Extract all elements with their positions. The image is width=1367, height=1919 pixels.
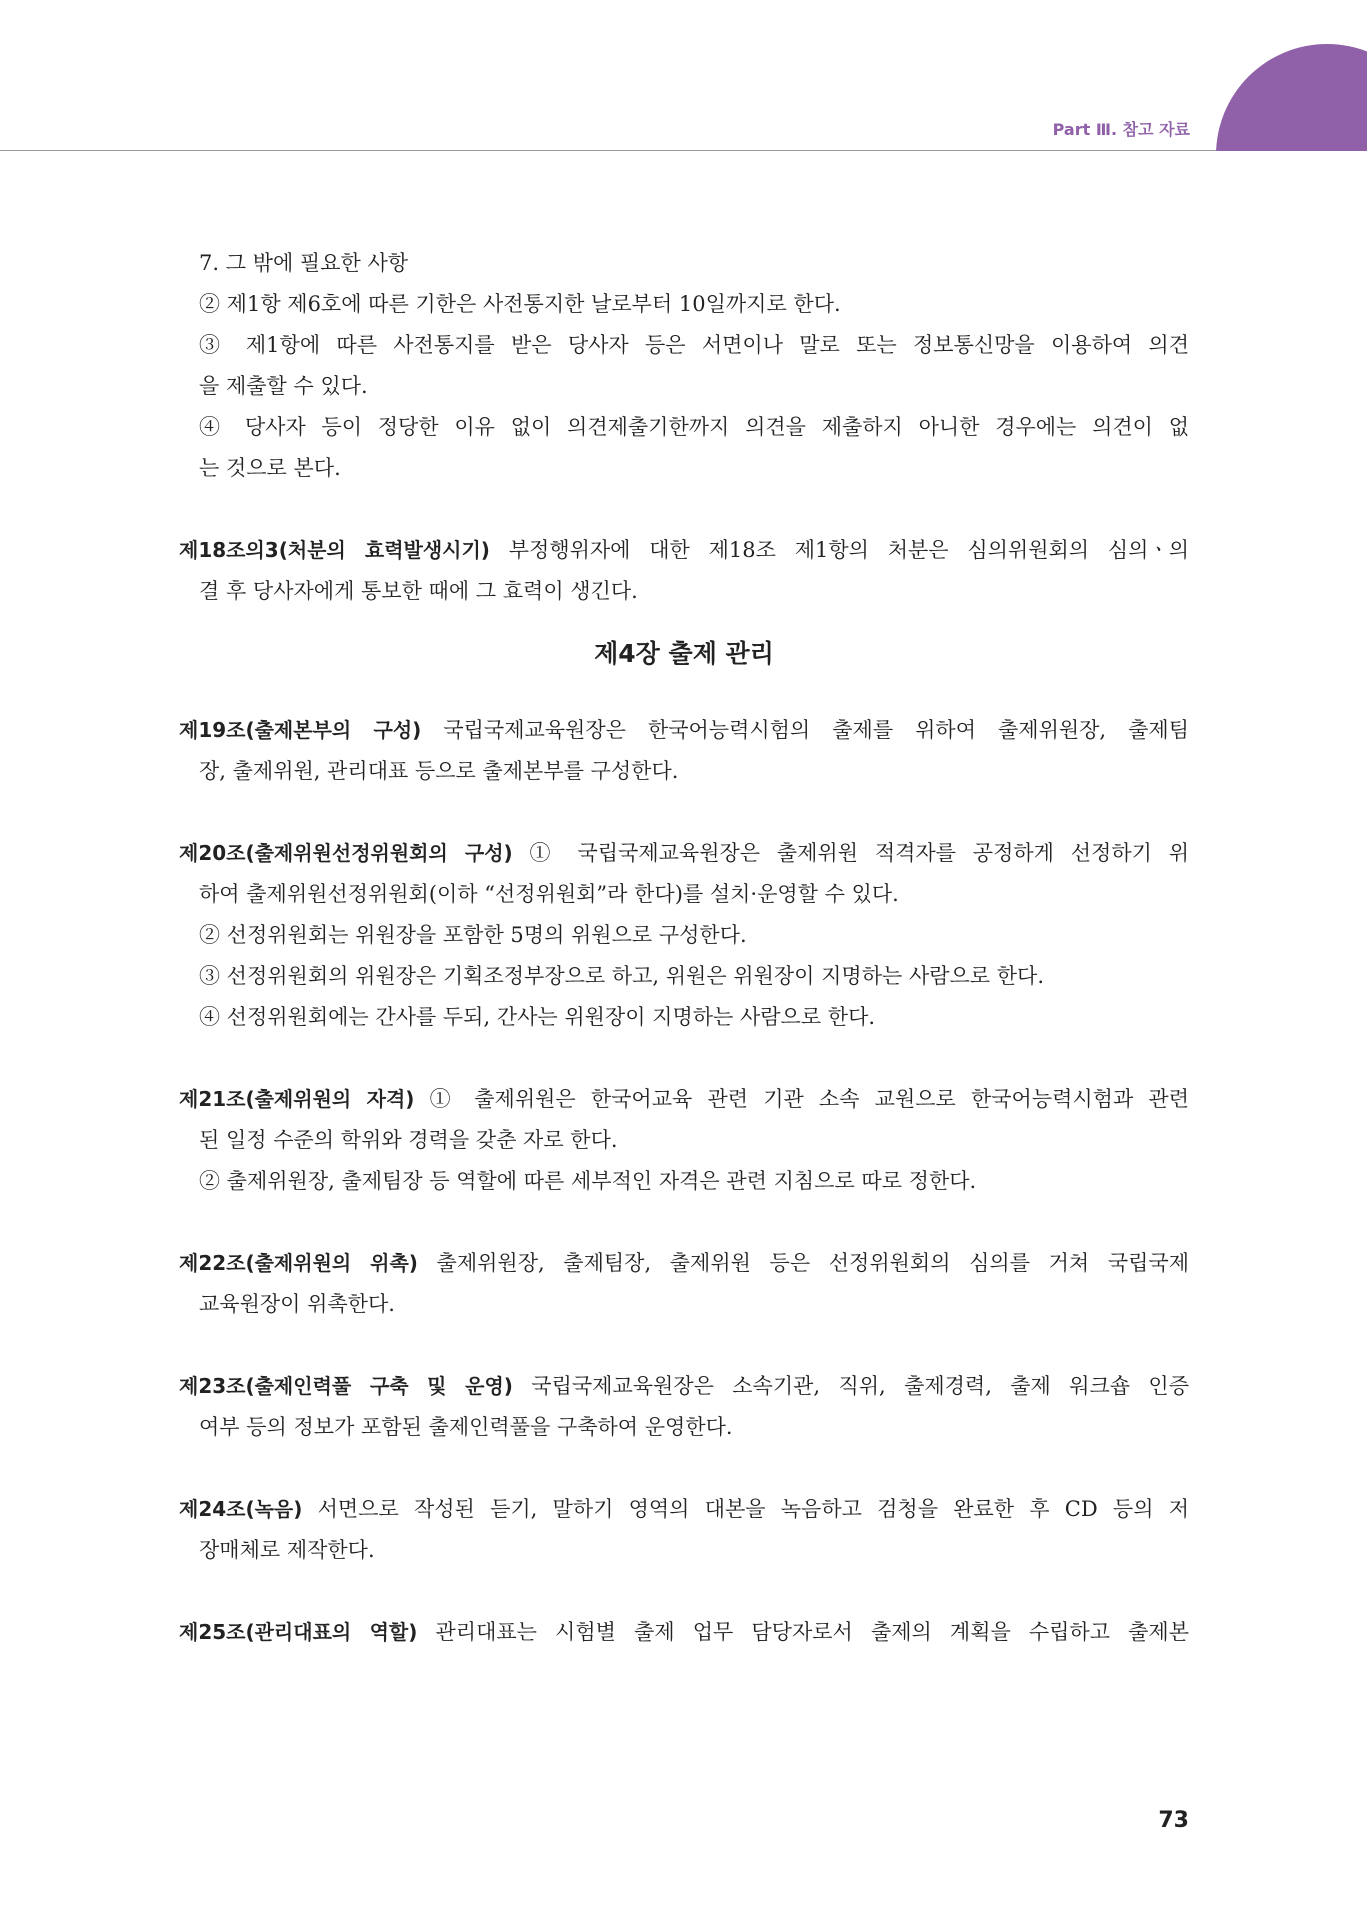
article-25 — [179, 1612, 1189, 1653]
article-text: 서면으로 작성된 듣기, 말하기 영역의 대본을 녹음하고 검청을 완료한 후 CD 등의 저 — [302, 1497, 1189, 1521]
article-20-para-2: ② 선정위원회는 위원장을 포함한 5명의 위원으로 구성한다. — [199, 923, 747, 947]
article-18-3 — [179, 530, 1189, 571]
spacer — [179, 1448, 1189, 1489]
article-text: 부정행위자에 대한 제18조 제1항의 처분은 심의위원회의 심의ㆍ의 — [489, 538, 1189, 562]
spacer — [179, 489, 1189, 530]
article-label: 제24조(녹음) — [179, 1497, 303, 1521]
spacer — [179, 1038, 1189, 1079]
article-20-para-3: ③ 선정위원회의 위원장은 기획조정부장으로 하고, 위원은 위원장이 지명하는 사람으로 한다. — [199, 964, 1045, 988]
article-19 — [179, 710, 1189, 751]
spacer — [179, 1571, 1189, 1612]
article-label: 제25조(관리대표의 역할) — [179, 1620, 418, 1644]
article-label: 제19조(출제본부의 구성) — [179, 718, 422, 742]
article-20-para-4: ④ 선정위원회에는 간사를 두되, 간사는 위원장이 지명하는 사람으로 한다. — [199, 1005, 876, 1029]
article-20-cont: 하여 출제위원선정위원회(이하 “선정위원회”라 한다)를 설치·운영할 수 있다. — [199, 882, 899, 906]
article-19-cont: 장, 출제위원, 관리대표 등으로 출제본부를 구성한다. — [199, 759, 679, 783]
paragraph-3: ③ 제1항에 따른 사전통지를 받은 당사자 등은 서면이나 말로 또는 정보통신망을 이용하여 의견 — [199, 333, 1189, 357]
chapter-title: 제4장 출제 관리 — [594, 639, 774, 668]
spacer — [179, 792, 1189, 833]
paragraph-4: ④ 당사자 등이 정당한 이유 없이 의견제출기한까지 의견을 제출하지 아니한 경우에는 의견이 없 — [199, 415, 1189, 439]
article-22 — [179, 1243, 1189, 1284]
article-text: ① 출제위원은 한국어교육 관련 기관 소속 교원으로 한국어능력시험과 관련 — [414, 1087, 1189, 1111]
article-label: 제21조(출제위원의 자격) — [179, 1087, 415, 1111]
article-text: 출제위원장, 출제팀장, 출제위원 등은 선정위원회의 심의를 거쳐 국립국제 — [417, 1251, 1189, 1275]
page-body — [179, 243, 1189, 1653]
article-text: 국립국제교육원장은 한국어능력시험의 출제를 위하여 출제위원장, 출제팀 — [421, 718, 1189, 742]
article-label: 제18조의3(처분의 효력발생시기) — [179, 538, 490, 562]
article-23 — [179, 1366, 1189, 1407]
article-text: 관리대표는 시험별 출제 업무 담당자로서 출제의 계획을 수립하고 출제본 — [417, 1620, 1189, 1644]
article-text: 국립국제교육원장은 소속기관, 직위, 출제경력, 출제 워크숍 인증 — [512, 1374, 1190, 1398]
header-decoration-mask — [1216, 151, 1367, 281]
article-21-para-2: ② 출제위원장, 출제팀장 등 역할에 따른 세부적인 자격은 관련 지침으로 따로 정한다. — [199, 1169, 977, 1193]
article-22-cont: 교육원장이 위촉한다. — [199, 1292, 395, 1316]
paragraph-2: ② 제1항 제6호에 따른 기한은 사전통지한 날로부터 10일까지로 한다. — [199, 292, 841, 316]
paragraph-4-cont: 는 것으로 본다. — [199, 456, 341, 480]
article-20 — [179, 833, 1189, 874]
running-title: Part Ⅲ. 참고 자료 — [1052, 120, 1190, 139]
item-7: 7. 그 밖에 필요한 사항 — [199, 251, 409, 275]
spacer — [179, 1325, 1189, 1366]
article-24 — [179, 1489, 1189, 1530]
article-21-cont: 된 일정 수준의 학위와 경력을 갖춘 자로 한다. — [199, 1128, 618, 1152]
article-label: 제20조(출제위원선정위원회의 구성) — [179, 841, 513, 865]
article-24-cont: 장매체로 제작한다. — [199, 1538, 375, 1562]
article-text: ① 국립국제교육원장은 출제위원 적격자를 공정하게 선정하기 위 — [512, 841, 1189, 865]
article-label: 제22조(출제위원의 위촉) — [179, 1251, 418, 1275]
spacer — [179, 1202, 1189, 1243]
article-label: 제23조(출제인력풀 구축 및 운영) — [179, 1374, 513, 1398]
article-18-3-cont: 결 후 당사자에게 통보한 때에 그 효력이 생긴다. — [199, 579, 638, 603]
header-rule — [0, 150, 1367, 151]
article-23-cont: 여부 등의 정보가 포함된 출제인력풀을 구축하여 운영한다. — [199, 1415, 733, 1439]
paragraph-3-cont: 을 제출할 수 있다. — [199, 374, 368, 398]
page-number: 73 — [1158, 1808, 1189, 1833]
article-21 — [179, 1079, 1189, 1120]
